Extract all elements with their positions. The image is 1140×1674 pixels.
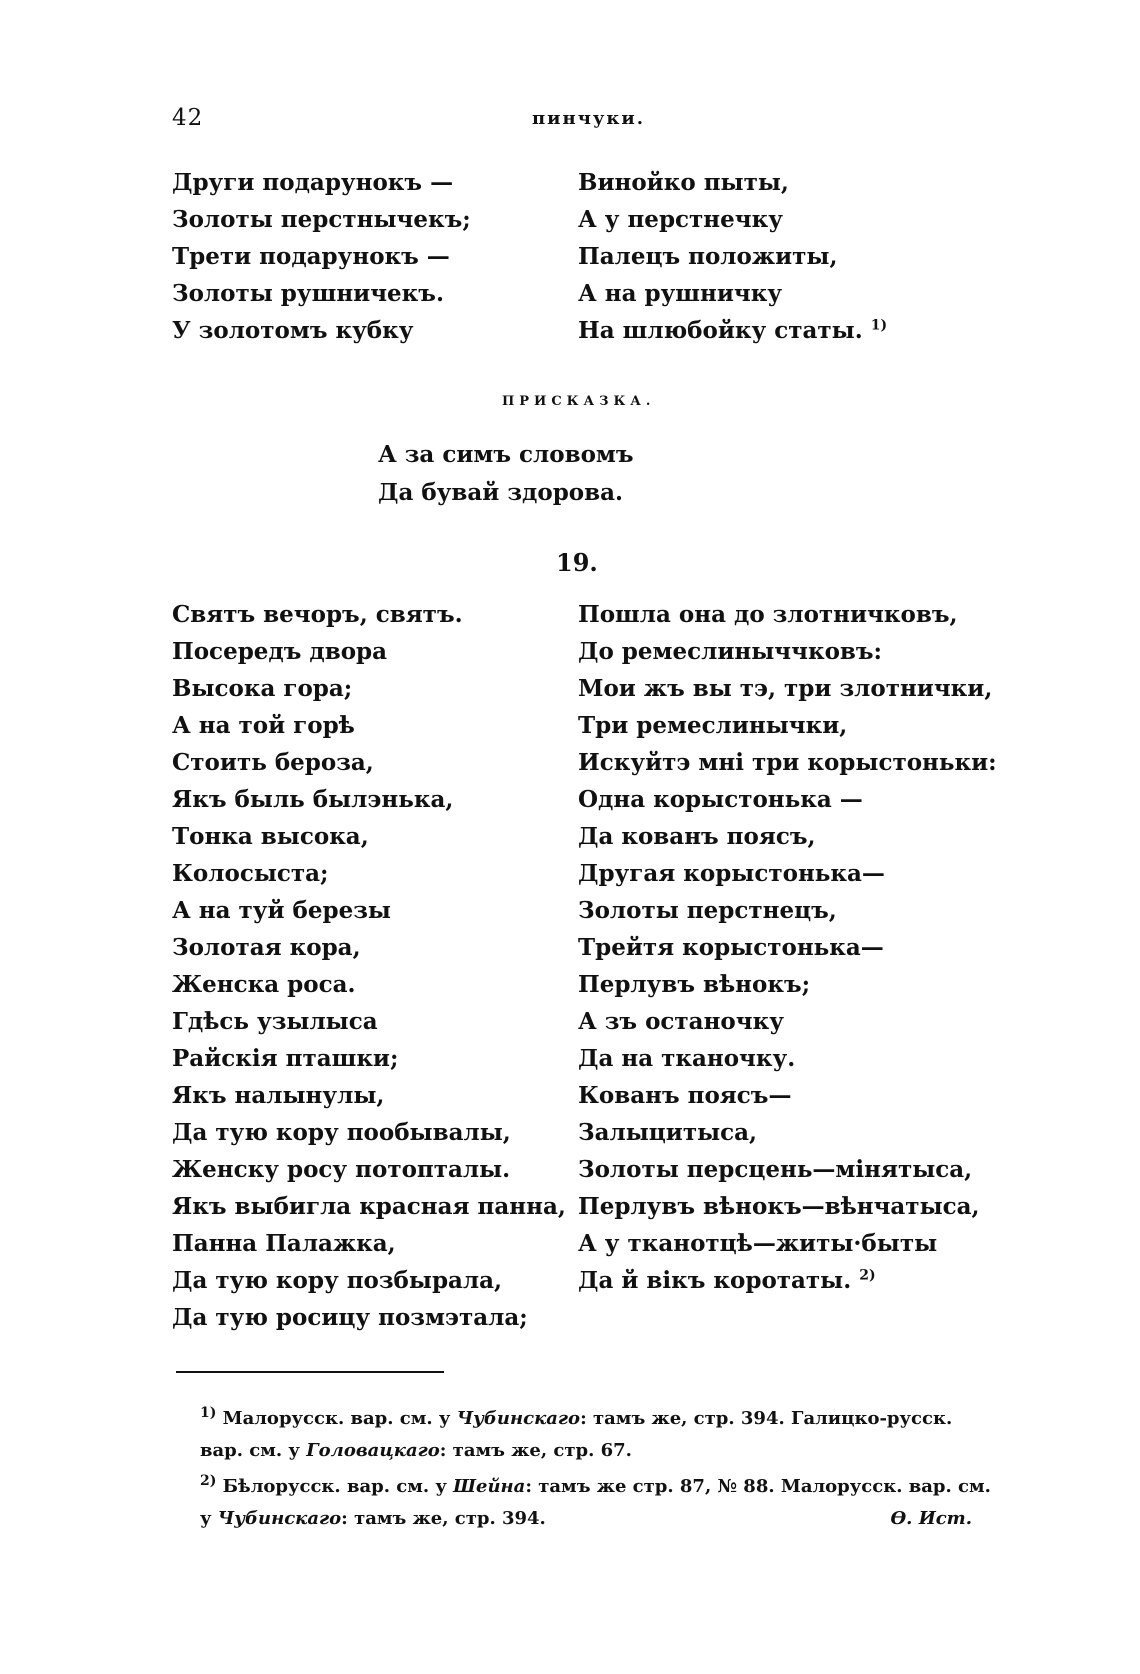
verse-line: Трети подарунокъ — [172,243,450,270]
verse-line: Залыцитыса, [578,1119,758,1146]
footnote-source: Чубинскаго [217,1508,342,1529]
footnote-reference[interactable]: 1) [870,317,888,334]
verse-line: Да тую росицу позмэтала; [172,1304,528,1331]
verse-line: Да на тканочку. [578,1045,796,1072]
verse-line: А на туй березы [172,897,391,924]
footnote-text: : тамъ же стр. 87, № 88. Малорусск. вар. см. у [200,1476,991,1529]
verse-line: Золотая кора, [172,934,361,961]
verse-line: Одна корыстонька — [578,786,863,813]
stanza-1-left-column [172,164,471,349]
verse-line: Други подарунокъ — [172,169,454,196]
verse-line: А у перстнечку [578,206,783,233]
verse-line-text: Да й вікъ коротаты. [578,1267,852,1294]
verse-line-text: На шлюбойку статы. [578,317,863,344]
verse-line: Гдѣсь узылыса [172,1008,378,1035]
verse-line: А у тканотцѣ—житы·быты [578,1230,938,1257]
stanza-1-right-column [578,164,887,349]
verse-line: Золоты персцень—мінятыса, [578,1156,973,1183]
refrain-line: А за симъ словомъ [378,441,634,468]
verse-line: Тонка высока, [172,823,369,850]
verse-line: Панна Палажка, [172,1230,396,1257]
footnotes [172,1403,992,1539]
poem-left-column [172,596,566,1336]
verse-line: А на рушничку [578,280,783,307]
verse-line: Женску росу потопталы. [172,1156,511,1183]
verse-line: Мои жъ вы тэ, три злотнички, [578,675,993,702]
footnote-mark: 1) [200,1405,217,1421]
verse-line: До ремеслиныччковъ: [578,638,883,665]
footnote-text: : тамъ же, стр. 67. [439,1440,632,1461]
footnote-source: Чубинскаго [456,1408,581,1429]
verse-line: Золоты рушничекъ. [172,280,444,307]
verse-line: Посередъ двора [172,638,388,665]
verse-line: Искуйтэ мні три корыстоньки: [578,749,997,776]
poem-number: 19. [556,548,598,577]
section-heading: ПРИСКАЗКА. [502,394,656,409]
verse-line: Винойко пыты, [578,169,789,196]
page-number: 42 [172,105,204,131]
verse-line: Высока гора; [172,675,353,702]
verse-line: У золотомъ кубку [172,317,414,344]
verse-line: Пошла она до злотничковъ, [578,601,958,628]
footnote-text: Бѣлорусск. вар. см. у [222,1476,454,1497]
footnote-source: Головацкаго [306,1440,440,1461]
verse-line: Да тую кору пообывалы, [172,1119,511,1146]
verse-line: Женска роса. [172,971,356,998]
footnote-mark: 2) [200,1473,217,1489]
footnote-reference[interactable]: 2) [859,1267,876,1284]
footnote-text: Малорусск. вар. см. у [222,1408,457,1429]
verse-line: Святъ вечоръ, святъ. [172,601,463,628]
poem-right-column [578,596,997,1299]
verse-line: Да тую кору позбырала, [172,1267,503,1294]
page-header [160,105,960,139]
verse-line: Райскія пташки; [172,1045,399,1072]
verse-line: Золоты перстнычекъ; [172,206,471,233]
verse-line: Золоты перстнецъ, [578,897,837,924]
footnote-text: : тамъ же, стр. 394. [341,1508,546,1529]
refrain [378,436,634,512]
verse-line: Да кованъ поясъ, [578,823,816,850]
verse-line: Палецъ положиты, [578,243,838,270]
footnote-text: : тамъ же, стр. 394. Галицко-русск. вар. см. у [200,1408,953,1461]
footnote-source: Шейна [453,1476,526,1497]
verse-line-with-footnote [578,312,887,349]
running-title: пинчуки. [532,108,646,129]
verse-line: Трейтя корыстонька— [578,934,884,961]
verse-line: А зъ останочку [578,1008,784,1035]
footnote-divider [176,1371,444,1373]
verse-line-with-footnote [578,1262,997,1299]
verse-line: Якъ налынулы, [172,1082,385,1109]
refrain-line: Да бувай здорова. [378,479,624,506]
verse-line: Колосыста; [172,860,329,887]
verse-line: Кованъ поясъ— [578,1082,792,1109]
footnote-1 [172,1403,992,1467]
footnote-2 [172,1471,992,1535]
verse-line: Стоить бероза, [172,749,374,776]
verse-line: Якъ выбигла красная панна, [172,1193,566,1220]
verse-line: Перлувъ вѣнокъ—вѣнчатыса, [578,1193,980,1220]
verse-line: Якъ быль былэнька, [172,786,454,813]
editor-signature: Ѳ. Ист. [890,1508,972,1529]
verse-line: А на той горѣ [172,712,355,739]
verse-line: Перлувъ вѣнокъ; [578,971,811,998]
verse-line: Три ремеслинычки, [578,712,848,739]
verse-line: Другая корыстонька— [578,860,885,887]
